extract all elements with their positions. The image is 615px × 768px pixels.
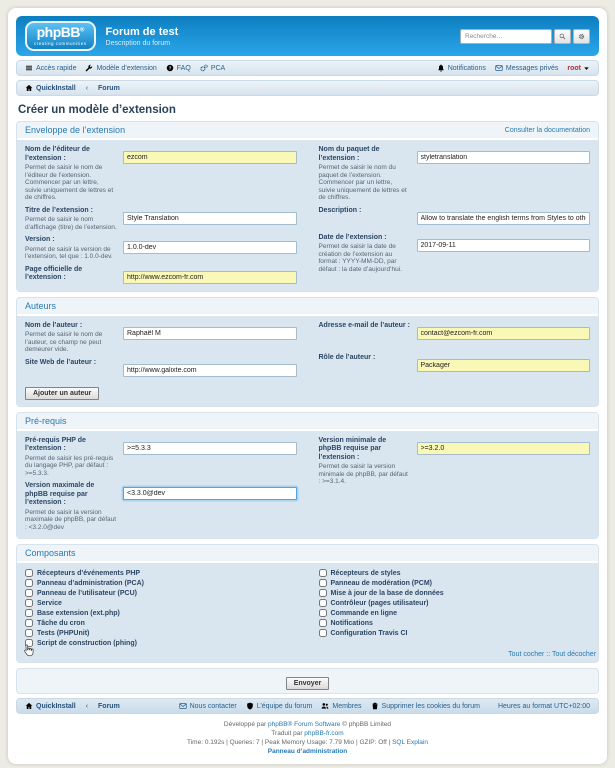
field-php-requirement [25, 437, 297, 478]
check-all-link[interactable]: Tout cocher [508, 651, 545, 658]
phpbb-link[interactable]: phpBB® Forum Software [268, 721, 341, 728]
component-tests[interactable]: Tests (PHPUnit) [25, 629, 89, 637]
field-label: Nom du paquet de l’extension : [318, 146, 380, 162]
user-menu[interactable]: root [567, 65, 590, 72]
home-icon [25, 84, 33, 92]
authors-right-column [319, 322, 591, 404]
translation-line: Traduit par phpBB-fr.com [271, 730, 344, 737]
members-link[interactable]: Membres [321, 702, 361, 710]
submit-bar [16, 668, 599, 694]
field-description: Permet de saisir la version maximale de phpBB, par défaut : <3.2.0@dev [25, 508, 117, 531]
checkbox[interactable] [319, 579, 327, 587]
navbar-right [437, 64, 590, 72]
panel-envelope-body [17, 140, 598, 291]
page-title: Créer un modèle d’extension [18, 104, 176, 116]
homepage-input[interactable] [123, 271, 297, 284]
phpbb-max-version-input[interactable] [123, 487, 297, 500]
nav-extension-template[interactable]: Modèle d’extension [85, 64, 156, 72]
author-name-input[interactable] [123, 327, 297, 340]
checkbox[interactable] [319, 589, 327, 597]
nav-quick-links[interactable]: Accès rapide [25, 64, 76, 72]
panel-authors-header [17, 298, 598, 316]
field-phpbb-min-version [319, 437, 591, 486]
field-extension-date [319, 234, 591, 274]
checkbox[interactable] [319, 609, 327, 617]
field-description: Permet de saisir la date de création de l’extension au format : YYYY-MM-DD, par défaut : la date d’aujourd’hui. [318, 243, 402, 273]
field-description [319, 207, 591, 225]
contact-us-link[interactable]: Nous contacter [179, 702, 237, 710]
checkbox[interactable] [25, 629, 33, 637]
field-label: Version : [25, 236, 55, 243]
search-button[interactable] [554, 29, 571, 44]
envelope-left-column [25, 146, 297, 289]
panel-title: Pré-requis [25, 415, 67, 426]
phpbb-fr-link[interactable]: phpBB-fr.com [304, 730, 344, 737]
extension-title-input[interactable] [123, 212, 297, 225]
field-label: Description : [318, 206, 362, 214]
timezone-label: Heures au format UTC+02:00 [497, 702, 590, 710]
users-icon [321, 702, 329, 710]
field-version [25, 236, 297, 261]
breadcrumb-bar [16, 80, 599, 96]
component-ucp[interactable]: Panneau de l’utilisateur (PCU) [25, 589, 137, 597]
panel-authors-body [17, 316, 598, 406]
field-description: Permet de saisir le nom du paquet de l’extension. Commencer par un lettre, suivie uniquement de lettres et de chiffres. [318, 164, 407, 201]
prereq-left-column [25, 437, 297, 537]
submit-button[interactable]: Envoyer [286, 677, 330, 690]
components-left-column [25, 569, 297, 649]
nav-private-messages[interactable]: Messages privés [495, 64, 559, 72]
field-package-name [319, 146, 591, 202]
field-label: Nom de l’éditeur de l’extension : [25, 146, 90, 162]
nav-faq[interactable]: FAQ [166, 64, 191, 72]
breadcrumb-separator: ‹ [85, 84, 89, 92]
prereq-right-column [319, 437, 591, 537]
field-label: Titre de l’extension : [25, 206, 93, 214]
package-name-input[interactable] [417, 151, 591, 164]
stats-line: Time: 0.192s | Queries: 7 | Peak Memory Usage: 7.79 Mio | GZIP: Off | SQL Explain [187, 739, 428, 746]
checkbox[interactable] [25, 609, 33, 617]
uncheck-all-link[interactable]: Tout décocher [552, 651, 596, 658]
panel-prerequisites-body [17, 431, 598, 539]
content-wrapper [8, 8, 607, 764]
panel-envelope [16, 121, 599, 292]
component-style-listeners[interactable]: Récepteurs de styles [319, 569, 401, 577]
panel-title: Enveloppe de l’extension [25, 125, 126, 135]
field-label: Page officielle de l’extension : [25, 265, 83, 281]
gear-icon [578, 33, 585, 40]
phpbb-min-version-input[interactable] [417, 442, 591, 455]
checkbox[interactable] [25, 589, 33, 597]
components-right-column [319, 569, 591, 649]
description-input[interactable] [417, 212, 591, 225]
nav-acp[interactable]: PCA [200, 64, 225, 72]
panel-prerequisites-header [17, 413, 598, 431]
search-icon [559, 33, 566, 40]
checkbox[interactable] [319, 599, 327, 607]
author-role-input[interactable] [417, 359, 591, 372]
component-cron-task[interactable]: Tâche du cron [25, 619, 85, 627]
checkbox[interactable] [25, 599, 33, 607]
footer-breadcrumb-forum[interactable]: Forum [98, 702, 120, 710]
panel-components-body [17, 563, 598, 649]
author-website-input[interactable] [123, 364, 297, 377]
panel-envelope-header [17, 122, 598, 140]
panel-title: Auteurs [25, 300, 57, 311]
credit-line: Développé par phpBB® Forum Software © phpBB Limited [223, 721, 392, 728]
bell-icon [437, 64, 445, 72]
field-author-name [25, 322, 297, 354]
checkbox[interactable] [319, 569, 327, 577]
nav-notifications[interactable]: Notifications [437, 64, 486, 72]
field-label: Pré-requis PHP de l’extension : [25, 436, 86, 452]
chevron-down-icon [583, 65, 590, 72]
field-extension-title [25, 207, 297, 232]
mail-icon [495, 64, 503, 72]
php-requirement-input[interactable] [123, 442, 297, 455]
site-footer [16, 720, 599, 756]
breadcrumb-separator: ‹ [85, 702, 89, 710]
site-description: Description du forum [105, 39, 171, 47]
toggle-links: Tout cocher :: Tout décocher [17, 649, 598, 662]
component-db-migration[interactable]: Mise à jour de la base de données [319, 589, 444, 597]
panel-title: Composants [25, 548, 76, 558]
field-label: Version maximale de phpBB requise par l’extension : [25, 482, 95, 506]
panel-components-header [17, 545, 598, 563]
extension-date-input[interactable] [417, 239, 591, 252]
sql-explain-link[interactable]: SQL Explain [392, 739, 428, 746]
checkbox[interactable] [319, 619, 327, 627]
navbar [16, 60, 599, 76]
authors-left-column [25, 322, 297, 404]
phpbb-logo[interactable] [25, 21, 96, 52]
checkbox[interactable] [319, 629, 327, 637]
logo-text: phpBB® [36, 23, 84, 40]
site-header [16, 16, 599, 56]
panel-authors [16, 297, 599, 407]
component-build-script[interactable]: Script de construction (phing) [25, 639, 137, 647]
site-title: Forum de test [105, 25, 179, 38]
footer-bar [16, 698, 599, 714]
envelope-right-column [319, 146, 591, 289]
breadcrumb-home[interactable]: QuickInstall [25, 84, 76, 92]
field-label: Date de l’extension : [318, 233, 387, 241]
forum-team-link[interactable]: L’équipe du forum [246, 702, 313, 710]
component-console-command[interactable]: Commande en ligne [319, 609, 398, 617]
component-travis-ci[interactable]: Configuration Travis CI [319, 629, 408, 637]
admin-line [16, 747, 599, 756]
field-label: Nom de l’auteur : [25, 321, 83, 329]
site-titles [106, 26, 450, 47]
field-phpbb-max-version [25, 482, 297, 531]
footer-links [179, 702, 590, 710]
field-label: Adresse e-mail de l’auteur : [318, 321, 410, 329]
component-acp[interactable]: Panneau d’administration (PCA) [25, 579, 144, 587]
component-notifications[interactable]: Notifications [319, 619, 373, 627]
version-input[interactable] [123, 241, 297, 254]
shield-icon [246, 702, 254, 710]
component-service[interactable]: Service [25, 599, 62, 607]
gears-icon [200, 64, 208, 72]
checkbox[interactable] [25, 639, 33, 647]
panel-prerequisites [16, 412, 599, 540]
documentation-link[interactable]: Consulter la documentation [504, 126, 590, 134]
admin-panel-link[interactable]: Panneau d’administration [267, 748, 348, 755]
field-author-role [319, 354, 591, 372]
field-description: Permet de saisir le nom de l’éditeur de l’extension. Commencer par un lettre, suivie uniquement de lettres et de chiffres. [25, 164, 114, 201]
menu-icon [25, 64, 33, 72]
field-homepage [25, 266, 297, 284]
delete-cookies-link[interactable]: Supprimer les cookies du forum [371, 702, 480, 710]
field-label: Site Web de l’auteur : [25, 358, 97, 366]
question-icon [166, 64, 174, 72]
search-options-button[interactable] [573, 29, 590, 44]
navbar-left [25, 64, 225, 72]
field-description: Permet de saisir le nom d’affichage (titre) de l’extension. [25, 216, 117, 231]
vendor-name-input[interactable] [123, 151, 297, 164]
home-icon [25, 702, 33, 710]
field-author-website [25, 359, 297, 377]
panel-components [16, 544, 599, 663]
trash-icon [371, 702, 379, 710]
component-mcp[interactable]: Panneau de modération (PCM) [319, 579, 433, 587]
field-description: Permet de saisir la version minimale de phpBB, par défaut : >=3.1.4. [318, 463, 408, 485]
field-label: Version minimale de phpBB requise par l’extension : [318, 436, 387, 461]
author-email-input[interactable] [417, 327, 591, 340]
component-controller[interactable]: Contrôleur (pages utilisateur) [319, 599, 429, 607]
logo-tagline: creating communities [34, 40, 87, 46]
registered-mark: ® [80, 27, 84, 34]
field-description: Permet de saisir la version de l’extension, tel que : 1.0.0-dev. [25, 245, 113, 260]
checkbox[interactable] [25, 569, 33, 577]
checkbox[interactable] [25, 579, 33, 587]
breadcrumb [25, 84, 120, 92]
field-description: Permet de saisir le nom de l’auteur, ce champ ne peut demeurer vide. [25, 331, 103, 353]
field-vendor-name [25, 146, 297, 202]
field-author-email [319, 322, 591, 340]
checkbox[interactable] [25, 619, 33, 627]
field-label: Rôle de l’auteur : [318, 353, 376, 361]
search-area [460, 29, 590, 44]
breadcrumb-forum[interactable]: Forum [98, 84, 120, 92]
component-ext-base[interactable]: Base extension (ext.php) [25, 609, 120, 617]
field-description: Permet de saisir les pré-requis du langage PHP, par défaut : >=5.3.3. [25, 454, 114, 477]
component-php-event-listeners[interactable]: Récepteurs d’événements PHP [25, 569, 140, 577]
wrench-icon [85, 64, 93, 72]
search-input[interactable] [460, 29, 552, 44]
footer-breadcrumb-home[interactable]: QuickInstall [25, 702, 76, 710]
mail-icon [179, 702, 187, 710]
add-author-button[interactable]: Ajouter un auteur [25, 387, 99, 400]
footer-breadcrumb [25, 702, 120, 710]
